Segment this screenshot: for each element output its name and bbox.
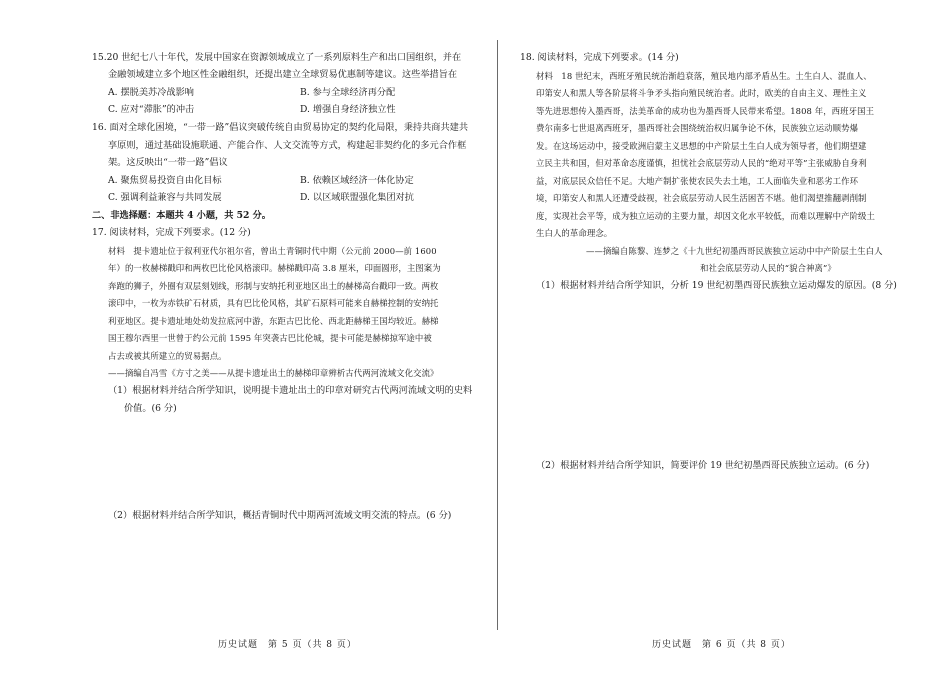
page-footer-right: 历史试题 第 6 页（共 8 页） — [652, 640, 791, 650]
q18-source-line-1: ——摘编自陈黎、连梦之《十九世纪初墨西哥民族独立运动中中产阶层土生白人 — [586, 246, 883, 256]
q16-option-c: C. 强调利益兼容与共同发展 — [108, 192, 222, 203]
q17-subquestion-1-line-2: 价值。(6 分) — [124, 403, 177, 414]
q16-option-a: A. 聚焦贸易投资自由化目标 — [108, 175, 222, 186]
q17-material-line-1: 材料 提卡遗址位于叙利亚代尔祖尔省，曾出土青铜时代中期（公元前 2000—前 1600 — [108, 246, 437, 256]
q18-material-line-5: 发。在这场运动中，接受欧洲启蒙主义思想的中产阶层土生白人成为领导者，他们期望建 — [536, 141, 867, 151]
q15-option-b: B. 参与全球经济再分配 — [300, 87, 396, 98]
q15-stem-line-1: 15.20 世纪七八十年代，发展中国家在资源领域成立了一系列原料生产和出口国组织，并在 — [92, 52, 462, 63]
q18-material-line-7: 益，对底层民众信任不足。大地产制扩张使农民失去土地，工人面临失业和恶劣工作环 — [536, 176, 859, 186]
q18-source-line-2: 和社会底层劳动人民的“貌合神离”》 — [700, 263, 836, 273]
q16-option-b: B. 依赖区域经济一体化协定 — [300, 175, 414, 186]
q16-option-d: D. 以区域联盟强化集团对抗 — [300, 192, 414, 203]
q18-material-line-8: 境，印第安人和黑人还遭受歧视，社会底层劳动人民生活困苦不堪。他们渴望推翻剥削制 — [536, 193, 867, 203]
q18-material-line-6: 立民主共和国，但对革命态度谨慎，担忧社会底层劳动人民的“绝对平等”主张威胁自身利 — [536, 158, 867, 168]
q17-source: ——摘编自冯雪《方寸之美——从提卡遗址出土的赫梯印章辨析古代两河流域文化交流》 — [108, 368, 439, 378]
q16-stem-line-1: 16. 面对全球化困境，“一带一路”倡议突破传统自由贸易协定的契约化局限，秉持共商共建共 — [92, 122, 469, 133]
q17-subquestion-1-line-1: （1）根据材料并结合所学知识，说明提卡遗址出土的印章对研究古代两河流域文明的史料 — [108, 385, 473, 396]
q17-material-line-3: 奔跑的狮子，外圈有双层刻划线，形制与安纳托利亚地区出土的赫梯高台戳印一致。两枚 — [108, 281, 439, 291]
q17-intro: 17. 阅读材料，完成下列要求。(12 分) — [92, 227, 251, 238]
q16-stem-line-3: 架。这反映出“一带一路”倡议 — [108, 157, 228, 168]
q18-subquestion-1: （1）根据材料并结合所学知识，分析 19 世纪初墨西哥民族独立运动爆发的原因。(8 分) — [536, 280, 897, 291]
q15-stem-line-2: 金融领域建立多个地区性金融组织，还提出建立全球贸易优惠制等建议。这些举措旨在 — [108, 69, 458, 80]
q18-intro: 18. 阅读材料，完成下列要求。(14 分) — [520, 52, 679, 63]
q18-material-line-3: 等先进思想传入墨西哥，法美革命的成功也为墨西哥人民带来希望。1808 年，西班牙国王 — [536, 106, 875, 116]
q17-subquestion-2: （2）根据材料并结合所学知识，概括青铜时代中期两河流域文明交流的特点。(6 分) — [108, 510, 452, 521]
q18-subquestion-2: （2）根据材料并结合所学知识，简要评价 19 世纪初墨西哥民族独立运动。(6 分) — [536, 460, 870, 471]
page-footer-left: 历史试题 第 5 页（共 8 页） — [218, 640, 357, 650]
q17-material-line-2: 年）的一枚赫梯戳印和两枚巴比伦风格滚印。赫梯戳印高 3.8 厘米，印面圆形，主图案为 — [108, 263, 441, 273]
q17-material-line-5: 利亚地区。提卡遗址地处幼发拉底河中游，东距古巴比伦、西北距赫梯王国均较近。赫梯 — [108, 316, 439, 326]
right-page — [498, 0, 950, 688]
q18-material-line-9: 度，实现社会平等，成为独立运动的主要力量，却因文化水平较低，而难以理解中产阶级土 — [536, 211, 875, 221]
q17-material-line-7: 占去或被其所建立的贸易据点。 — [108, 351, 227, 361]
q18-material-line-10: 生白人的革命理念。 — [536, 228, 613, 238]
q17-material-line-6: 国王穆尔西里一世曾于约公元前 1595 年突袭古巴比伦城，提卡可能是赫梯掠军途中被 — [108, 333, 432, 343]
q18-material-line-1: 材料 18 世纪末，西班牙殖民统治渐趋衰落，殖民地内部矛盾丛生。土生白人、混血人、 — [536, 71, 872, 81]
q18-material-line-4: 费尔南多七世退离西班牙，墨西哥社会围绕统治权归属争论不休，民族独立运动顺势爆 — [536, 123, 859, 133]
q17-material-line-4: 滚印中，一枚为赤铁矿石材质，具有巴比伦风格，其矿石原料可能来自赫梯控制的安纳托 — [108, 298, 439, 308]
q18-material-line-2: 印第安人和黑人等各阶层将斗争矛头指向殖民统治者。此时，欧美的自由主义、理性主义 — [536, 88, 867, 98]
q15-option-a: A. 摆脱美苏冷战影响 — [108, 87, 194, 98]
q15-option-d: D. 增强自身经济独立性 — [300, 104, 396, 115]
q16-stem-line-2: 享原则，通过基础设施联通、产能合作、人文交流等方式，构建起非契约化的多元合作框 — [108, 140, 467, 151]
q15-option-c: C. 应对“滞胀”的冲击 — [108, 104, 195, 115]
section-title: 二、非选择题：本题共 4 小题，共 52 分。 — [92, 210, 271, 221]
